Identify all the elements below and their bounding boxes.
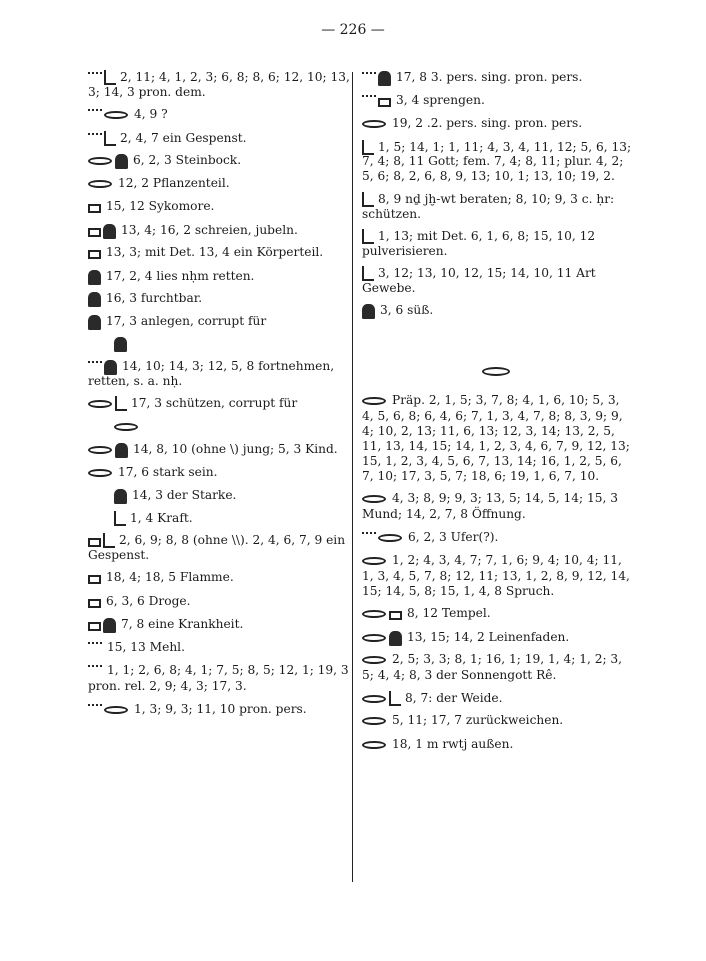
god-flag-icon [362,140,375,154]
dictionary-entry [362,691,632,706]
entry-text: 2, 4, 7 ein Gespenst. [120,130,247,145]
mouth-stroke-icon [362,493,389,507]
mouth-icon [482,367,510,376]
entry-text: 1, 13; mit Det. 6, 1, 6, 8; 15, 10, 12 pulverisieren. [362,228,596,258]
right-column-section-1 [362,70,632,318]
mouth-basket-icon [362,118,389,132]
page-number: — 226 — [321,22,385,38]
entry-text: Präp. 2, 1, 5; 3, 7, 8; 4, 1, 6, 10; 5, 3, 4, 5, 6, 8; 6, 4, 6; 7, 1, 3, 4, 7, 8; 8, 3, 9; 9, 4; 10, 2, 13; 11, 6, 13; 12, 3, 14; 13, 2, 5, 11, 13, 14, 15; 14, 1, 2, 3, 4, 6, 7, 9, 12, 13; 15, 1, 2, 3, 4, 5, 6, 7, 13, 14; 16, 1, 2, 5, 6, 7, 10; 17, 3, 5, 7; 18, 6; 19, 1, 6, 7, 10. [362,393,630,483]
entry-text: 6, 2, 3 Steinbock. [133,153,242,168]
mouth-reed-icon [362,691,402,705]
mouth-water-icon [362,532,405,546]
entry-text: 8, 7: der Weide. [405,690,503,705]
entry-text: 15, 12 Sykomore. [106,199,215,214]
entry-text: 8, 9 nḏ jḫ-wt beraten; 8, 10; 9, 3 c. ḥr: schützen. [362,191,615,221]
bird-sweet-icon [362,304,377,318]
entry-text: 13, 3; mit Det. 13, 4 ein Körperteil. [106,245,324,260]
dictionary-entry [362,70,632,85]
bird-sic-icon [88,315,103,329]
flag-lasso-icon [362,192,375,206]
mat-water-icon [362,95,393,109]
entry-text: 3, 6 süß. [380,303,434,318]
entry-text: 12, 2 Pflanzenteil. [118,175,230,190]
sieve-reed-icon [88,396,128,410]
entry-text: 17, 2, 4 lies nḥm retten. [106,268,255,283]
mouth-icon [362,395,389,409]
heart-reed-icon [88,131,117,145]
entry-text: 13, 15; 14, 2 Leinenfaden. [407,629,570,644]
dictionary-entry [88,176,350,192]
mouth-sun-icon [362,654,389,668]
arm-sieve-icon [88,467,115,481]
entry-text: 2, 5; 3, 3; 8, 1; 16, 1; 19, 1, 4; 1, 2; 3, 5; 4, 4; 8, 3 der Sonnengott Rê. [362,652,623,683]
heart-water-icon [88,70,117,84]
dictionary-entry [88,291,350,306]
house-seed-icon [88,201,103,215]
arm-man-icon [114,489,129,503]
right-column [362,70,632,760]
door-brazier-icon [88,572,103,586]
entry-text: 15, 13 Mehl. [107,639,185,654]
entry-text: 14, 3 der Starke. [132,488,237,503]
water-vulture-icon [362,71,393,85]
entry-text: 1, 2; 4, 3, 4, 7; 7, 1, 6; 9, 4; 10, 4; 11, 1, 3, 4, 5, 7, 8; 12, 11; 13, 1, 2, 8, 9, 12, 14, 15; 14, 5, 8; 15, 1, 4, 8 Spruch. [362,553,630,598]
entry-text: 18, 4; 18, 5 Flamme. [106,570,234,585]
water-mouth-icon [88,109,131,123]
mat-crocodile-icon [88,618,118,632]
dictionary-entry [362,93,632,109]
mouth-bread-icon [362,555,389,569]
entry-text: 8, 12 Tempel. [407,606,491,621]
entry-text: 7, 8 eine Krankheit. [121,617,244,632]
water-grain-icon [88,642,104,656]
entry-text: 19, 2 .2. pers. sing. pron. pers. [392,116,583,130]
dictionary-entry [88,70,350,100]
entry-text: 13, 4; 16, 2 schreien, jubeln. [121,222,298,237]
dictionary-entry [88,153,350,168]
dictionary-entry [362,303,632,318]
flag-pot-icon [362,229,375,243]
water-bird-man-icon [88,360,119,374]
entry-text: 1, 1; 2, 6, 8; 4, 1; 7, 5; 8, 5; 12, 1; 19, 3 pron. rel. 2, 9; 4, 3; 17, 3. [88,663,349,694]
dictionary-entry [88,488,350,503]
mouth-bird-icon [362,631,404,645]
dictionary-entry [362,630,632,645]
dictionary-entry [362,606,632,622]
section-heading [362,366,632,381]
entry-text: 1, 5; 14, 1; 1, 11; 4, 3, 4, 11, 12; 5, 6, 13; 7, 4; 8, 11 Gott; fem. 7, 4; 8, 11; plur. 4, 2; 5, 6; 8, 2, 6, 8, 9, 13; 10, 1; 13, 10; 19, 2. [362,139,632,184]
bird-man-icon [88,270,103,284]
dictionary-entry [88,465,350,481]
water-sign-icon [88,665,104,679]
dictionary-entry [362,652,632,683]
dictionary-entry [88,269,350,284]
dictionary-entry [362,553,632,599]
dictionary-entry [88,640,350,656]
dictionary-entry [362,737,632,753]
dictionary-entry [88,663,350,694]
water-mouth-small-icon [88,704,131,718]
entry-text: 4, 9 ? [134,107,168,122]
entry-text: 4, 3; 8, 9; 9, 3; 13, 5; 14, 5, 14; 15, 3 Mund; 14, 2, 7, 8 Öffnung. [362,491,618,522]
right-column-section-2 [362,393,632,752]
entry-text: 17, 6 stark sein. [118,464,218,479]
sieve-sledge-icon [114,421,141,435]
dictionary-entry [88,511,350,526]
dictionary-entry [88,617,350,632]
bird-plant-icon [88,292,103,306]
house-pot-icon [88,247,103,261]
dictionary-entry [362,140,632,185]
entry-text: 1, 3; 9, 3; 11, 10 pron. pers. [134,701,307,716]
dictionary-entry [88,702,350,718]
mouth-legs-icon [362,715,389,729]
house-bird-icon [88,224,118,238]
entry-text: 3, 4 sprengen. [396,92,485,107]
bird-cross-icon [114,337,129,351]
dictionary-entry [88,396,350,411]
arm-strokes-icon [114,511,127,525]
dictionary-entry [362,116,632,132]
entry-text: 16, 3 furchtbar. [106,291,203,306]
dictionary-entry [88,442,350,457]
dictionary-entry [88,419,350,435]
dictionary-entry [88,533,350,563]
mouth-goat-icon [88,154,130,168]
dictionary-entry [88,223,350,238]
entry-text: 5, 11; 17, 7 zurückweichen. [392,713,564,728]
dictionary-entry [88,336,350,351]
entry-text: 14, 8, 10 (ohne \) jung; 5, 3 Kind. [133,442,338,457]
entry-text: 17, 3 anlegen, corrupt für [106,313,267,328]
flag-cloth-icon [362,266,375,280]
sieve-child-icon [88,443,130,457]
dictionary-entry [88,107,350,123]
dictionary-entry [88,314,350,329]
dictionary-entry [362,491,632,522]
entry-text: 2, 11; 4, 1, 2, 3; 6, 8; 8, 6; 12, 10; 13, 3; 14, 3 pron. dem. [88,70,350,99]
entry-text: 6, 3, 6 Droge. [106,593,191,608]
entry-text: 17, 3 schützen, corrupt für [131,396,298,411]
entry-text: 2, 6, 9; 8, 8 (ohne \\). 2, 4, 6, 7, 9 ein Gespenst. [88,533,346,562]
dictionary-entry [362,393,632,483]
entry-text: 17, 8 3. pers. sing. pron. pers. [396,70,583,84]
dictionary-entry [362,530,632,546]
mouth-sledge-icon [362,739,389,753]
entry-text: 3, 12; 13, 10, 12, 15; 14, 10, 11 Art Gewebe. [362,266,596,295]
dictionary-entry [362,266,632,296]
mouth-house-icon [362,608,404,622]
dictionary-entry [362,713,632,729]
dictionary-entry [362,229,632,259]
door-reed-icon [88,533,116,547]
entry-text: 6, 2, 3 Ufer(?). [408,529,499,544]
entry-text: 1, 4 Kraft. [130,510,193,525]
dictionary-entry [88,570,350,586]
entry-text: 18, 1 m rwtj außen. [392,736,514,751]
mouth-plant-icon [88,178,115,192]
left-column [88,70,350,725]
dictionary-entry [88,245,350,261]
dictionary-entry [88,131,350,146]
dictionary-entry [362,192,632,222]
entry-text: 14, 10; 14, 3; 12, 5, 8 fortnehmen, retten, s. a. nḥ. [88,358,335,388]
dictionary-entry [88,359,350,389]
dictionary-entry [88,199,350,215]
door-plural-icon [88,596,103,610]
column-divider [352,72,353,882]
dictionary-entry [88,594,350,610]
